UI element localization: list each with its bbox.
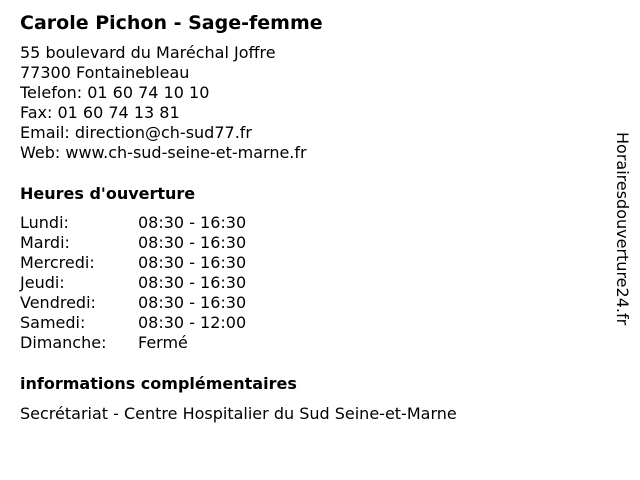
additional-info-heading: informations complémentaires	[20, 374, 297, 393]
email-line: Email: direction@ch-sud77.fr	[20, 123, 252, 142]
day-label: Dimanche:	[20, 333, 107, 352]
opening-hours-table	[20, 213, 246, 353]
time-value: 08:30 - 12:00	[138, 313, 247, 332]
time-value: 08:30 - 16:30	[138, 273, 247, 292]
day-label: Vendredi:	[20, 293, 96, 312]
day-label: Lundi:	[20, 213, 69, 232]
hours-row-sunday	[20, 333, 246, 353]
hours-row-thursday	[20, 273, 246, 293]
address-line-2: 77300 Fontainebleau	[20, 63, 190, 82]
hours-row-tuesday	[20, 233, 246, 253]
site-watermark: Horairesdouverture24.fr	[613, 132, 632, 326]
time-value: Fermé	[138, 333, 188, 352]
day-label: Mercredi:	[20, 253, 95, 272]
day-label: Mardi:	[20, 233, 70, 252]
day-label: Jeudi:	[20, 273, 65, 292]
page-title: Carole Pichon - Sage-femme	[20, 12, 323, 34]
opening-hours-heading: Heures d'ouverture	[20, 184, 196, 203]
hours-row-monday	[20, 213, 246, 233]
hours-row-saturday	[20, 313, 246, 333]
fax-line: Fax: 01 60 74 13 81	[20, 103, 180, 122]
day-label: Samedi:	[20, 313, 86, 332]
hours-row-friday	[20, 293, 246, 313]
hours-row-wednesday	[20, 253, 246, 273]
web-line: Web: www.ch-sud-seine-et-marne.fr	[20, 143, 307, 162]
contact-info	[20, 43, 307, 163]
time-value: 08:30 - 16:30	[138, 213, 247, 232]
additional-info-text: Secrétariat - Centre Hospitalier du Sud Seine-et-Marne	[20, 404, 457, 423]
phone-line: Telefon: 01 60 74 10 10	[20, 83, 210, 102]
time-value: 08:30 - 16:30	[138, 293, 247, 312]
time-value: 08:30 - 16:30	[138, 233, 247, 252]
time-value: 08:30 - 16:30	[138, 253, 247, 272]
address-line-1: 55 boulevard du Maréchal Joffre	[20, 43, 276, 62]
